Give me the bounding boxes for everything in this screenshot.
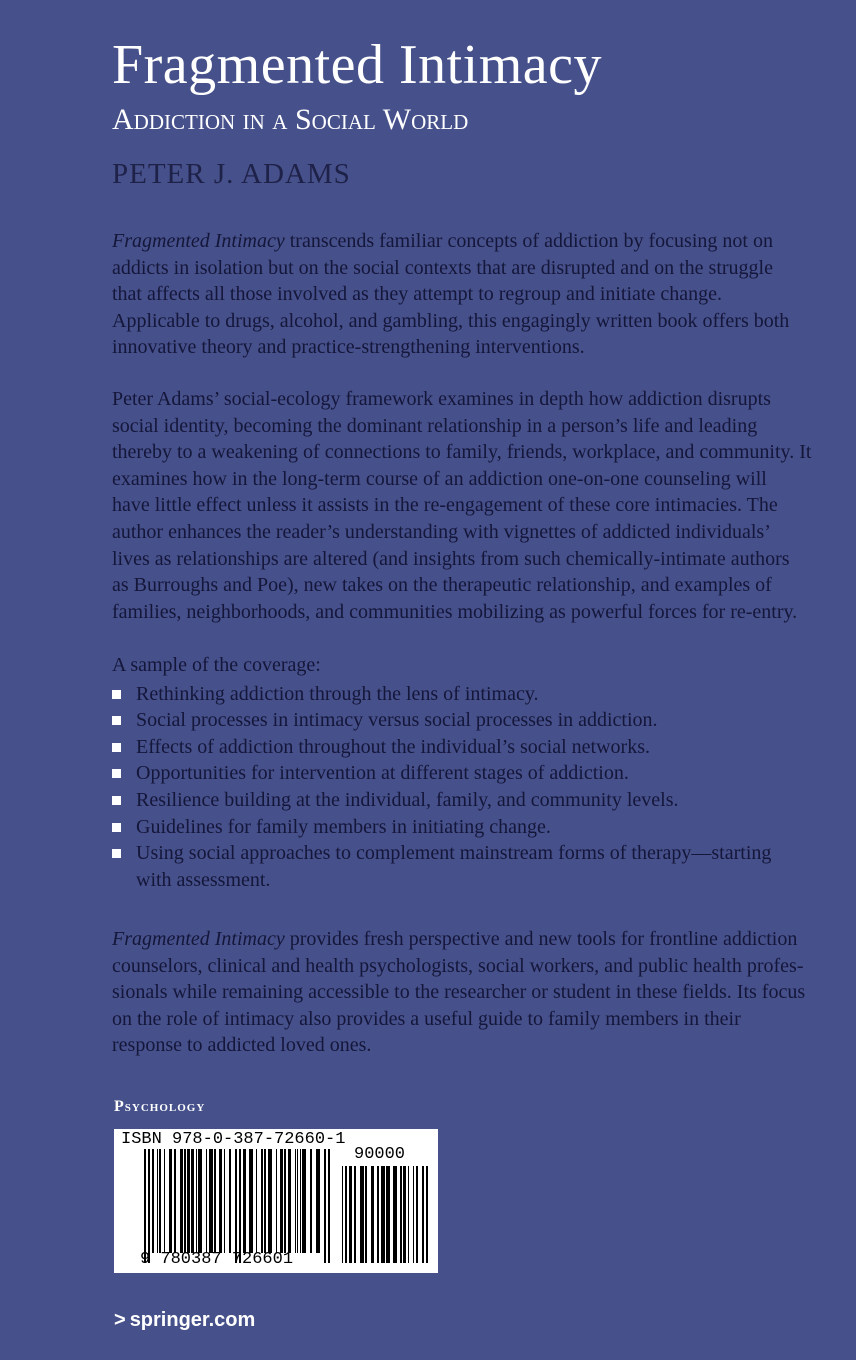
publisher-link-text: springer.com <box>129 1309 256 1331</box>
barcode-bar <box>302 1149 306 1253</box>
description-paragraph-3 <box>112 926 827 1059</box>
barcode-bar <box>280 1149 283 1253</box>
barcode-bar <box>198 1149 202 1253</box>
text-line: sionals while remaining accessible to the researcher or student in these fields. Its focus <box>112 981 806 1004</box>
barcode-bar <box>316 1149 320 1253</box>
square-bullet-icon <box>112 796 121 805</box>
list-item-text: with assessment. <box>136 868 271 891</box>
barcode-bar <box>206 1149 207 1253</box>
list-item-text: Social processes in intimacy versus social processes in addiction. <box>136 709 658 732</box>
list-item-text: Opportunities for intervention at different stages of addiction. <box>136 762 629 785</box>
list-item-text: Resilience building at the individual, family, and community levels. <box>136 788 679 811</box>
barcode-guard-bar <box>328 1149 330 1263</box>
barcode-bar <box>214 1149 216 1253</box>
description-paragraph-2 <box>112 386 827 625</box>
barcode-bar <box>300 1149 301 1253</box>
barcode-bar <box>256 1149 257 1253</box>
barcode-bar <box>393 1166 397 1263</box>
isbn-barcode <box>114 1129 438 1273</box>
barcode-bar <box>295 1149 296 1253</box>
barcode-bar <box>310 1149 312 1253</box>
square-bullet-icon <box>112 743 121 752</box>
barcode-bar <box>345 1166 347 1263</box>
barcode-bar <box>159 1149 161 1253</box>
barcode-bar <box>413 1166 414 1263</box>
text-line: counselors, clinical and health psychologists, social workers, and public health profes- <box>112 954 804 977</box>
square-bullet-icon <box>112 823 121 832</box>
text-line: have little effect unless it assists in the re-engagement of these core intimacies. The <box>112 494 778 517</box>
barcode-bar <box>174 1149 176 1253</box>
list-item <box>112 840 827 893</box>
barcode-bar <box>184 1149 186 1253</box>
barcode-bar <box>180 1149 183 1253</box>
text-line: on the role of intimacy also provides a useful guide to family members in their <box>112 1007 741 1030</box>
isbn-label: ISBN 978-0-387-72660-1 <box>121 1130 346 1149</box>
coverage-section <box>112 652 827 893</box>
text-line: response to addicted loved ones. <box>112 1034 372 1057</box>
barcode-guard-bar <box>235 1149 237 1263</box>
square-bullet-icon <box>112 716 121 725</box>
barcode-bar <box>229 1149 231 1253</box>
list-item <box>112 760 827 787</box>
text-line: lives as relationships are altered (and insights from such chemically-intimate authors <box>112 547 790 570</box>
book-title: Fragmented Intimacy <box>112 34 603 96</box>
text-line: author enhances the reader’s understanding with vignettes of addicted individuals’ <box>112 520 771 543</box>
book-title-italic: Fragmented Intimacy <box>112 230 285 252</box>
text-span: provides fresh perspective and new tools for frontline addiction <box>284 928 798 950</box>
barcode-bar <box>377 1166 379 1263</box>
barcode-guard-bar <box>148 1149 150 1263</box>
text-span: transcends familiar concepts of addiction by focusing not on <box>284 230 773 252</box>
barcode-bar <box>191 1149 194 1253</box>
barcode-bar <box>243 1149 246 1253</box>
barcode-bar <box>422 1166 424 1263</box>
text-line: as Burroughs and Poe), new takes on the therapeutic relationship, and examples of <box>112 574 772 597</box>
barcode-guard-bar <box>324 1149 326 1263</box>
barcode-bar <box>381 1166 385 1263</box>
barcode-bar <box>426 1166 428 1263</box>
barcode-bar <box>416 1166 418 1263</box>
square-bullet-icon <box>112 690 121 699</box>
barcode-bar <box>284 1149 286 1253</box>
text-line: that affects all those involved as they attempt to regroup and initiate change. <box>112 283 722 306</box>
list-item-text: Effects of addiction throughout the individual’s social networks. <box>136 735 650 758</box>
barcode-bar <box>386 1166 390 1263</box>
barcode-bar <box>157 1149 158 1253</box>
barcode-bar <box>224 1149 225 1253</box>
square-bullet-icon <box>112 769 121 778</box>
barcode-bar <box>365 1166 367 1263</box>
list-item <box>112 814 827 841</box>
list-item-text: Rethinking addiction through the lens of intimacy. <box>136 682 539 705</box>
text-line: innovative theory and practice-strengthening interventions. <box>112 336 585 359</box>
text-line: families, neighborhoods, and communities mobilizing as powerful forces for re-entry. <box>112 600 798 623</box>
barcode-bar <box>360 1166 364 1263</box>
barcode-bar <box>196 1149 197 1253</box>
description-paragraph-1 <box>112 228 827 361</box>
barcode-guard-bar <box>144 1149 146 1263</box>
list-item <box>112 734 827 761</box>
subject-category: Psychology <box>114 1098 206 1115</box>
text-line <box>112 926 827 953</box>
square-bullet-icon <box>112 849 121 858</box>
barcode-bar <box>268 1149 272 1253</box>
barcode-bar <box>276 1149 277 1253</box>
text-line: addicts in isolation but on the social contexts that are disrupted and on the struggle <box>112 256 773 279</box>
barcode-bar <box>209 1149 213 1253</box>
barcode-bar <box>371 1166 374 1263</box>
chevron-right-icon: > <box>114 1309 126 1331</box>
barcode-bar <box>261 1149 263 1253</box>
publisher-link[interactable] <box>114 1306 255 1334</box>
book-title-italic: Fragmented Intimacy <box>112 928 285 950</box>
text-line: thereby to a weakening of connections to family, friends, workplace, and community. It <box>112 441 812 464</box>
barcode-bar <box>403 1166 406 1263</box>
text-line: examines how in the long-term course of an addiction one-on-one counseling will <box>112 467 767 490</box>
list-item-text: Using social approaches to complement mainstream forms of therapy—starting <box>136 842 772 865</box>
barcode-bar <box>408 1166 409 1263</box>
book-subtitle: Addiction in a Social World <box>112 103 469 136</box>
barcode-bar <box>164 1149 165 1253</box>
barcode-bar <box>297 1149 298 1253</box>
book-author: PETER J. ADAMS <box>112 158 351 190</box>
text-line: social identity, becoming the dominant relationship in a person’s life and leading <box>112 414 758 437</box>
barcode-bar <box>169 1149 172 1253</box>
barcode-bar <box>342 1166 343 1263</box>
ean-number: 9 780387 726601 <box>140 1250 294 1269</box>
barcode-bar <box>354 1166 356 1263</box>
barcode-bar <box>264 1149 266 1253</box>
coverage-list <box>112 681 827 894</box>
list-item <box>112 707 827 734</box>
list-item <box>112 681 827 708</box>
text-line: Applicable to drugs, alcohol, and gambling, this engagingly written book offers both <box>112 309 790 332</box>
barcode-bar <box>152 1149 154 1253</box>
barcode-bar <box>249 1149 253 1253</box>
barcode-bar <box>288 1149 291 1253</box>
barcode-bar <box>349 1166 352 1263</box>
list-item-text: Guidelines for family members in initiating change. <box>136 815 551 838</box>
coverage-intro: A sample of the coverage: <box>112 654 321 676</box>
text-line: Peter Adams’ social-ecology framework examines in depth how addiction disrupts <box>112 388 771 410</box>
list-item <box>112 787 827 814</box>
barcode-addon-number: 90000 <box>354 1145 406 1164</box>
barcode-bar <box>187 1149 190 1253</box>
barcode-bar <box>219 1149 222 1253</box>
barcode-bar <box>400 1166 402 1263</box>
text-line <box>112 228 827 255</box>
barcode-guard-bar <box>239 1149 241 1263</box>
